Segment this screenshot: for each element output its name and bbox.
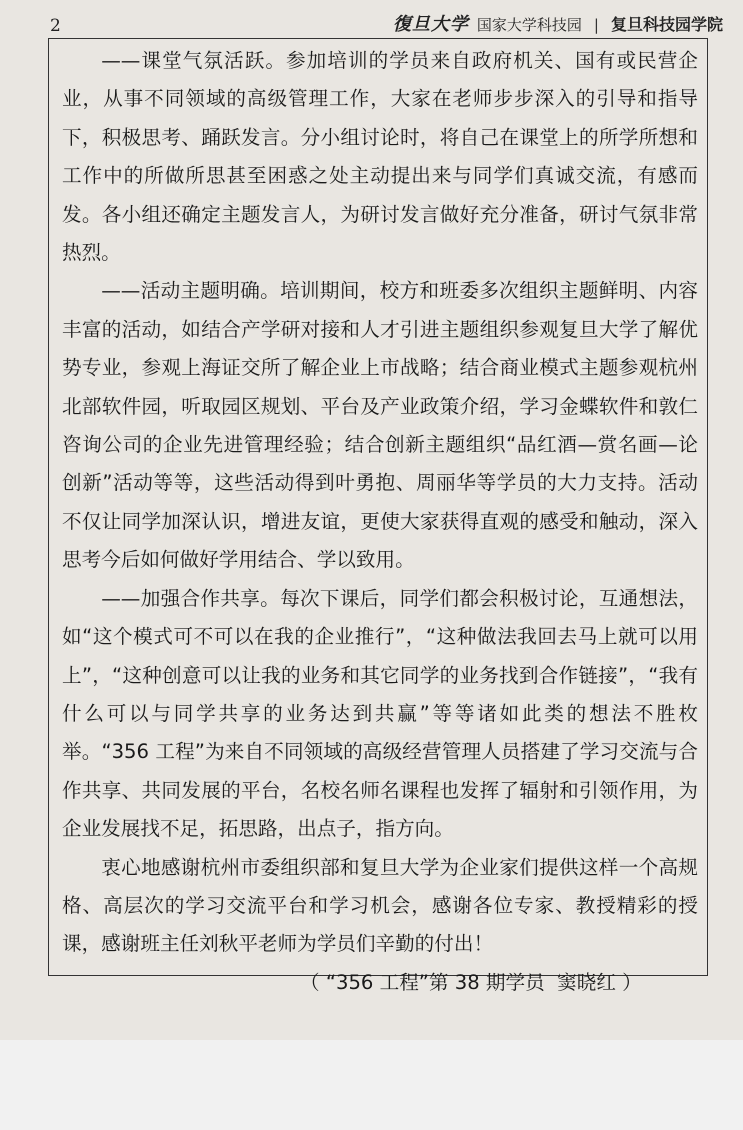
header-college: 复旦科技园学院	[610, 15, 723, 34]
header-separator: |	[593, 16, 599, 34]
paragraph-classroom: ——课堂气氛活跃。参加培训的学员来自政府机关、国有或民营企业，从事不同领域的高级管理工作，大家在老师步步深入的引导和指导下，积极思考、踊跃发言。分小组讨论时，将自己在课堂上的所学所想和工作中的所做所思甚至困惑之处主动提出来与同学们真诚交流，有感而发。各小组还确定主题发言人，为研讨发言做好充分准备，研讨气氛非常热烈。	[62, 49, 698, 265]
header-science-park: 国家大学科技园	[476, 16, 582, 34]
author-signature: （ “356 工程”第 38 期学员 窦晓红 ）	[300, 970, 642, 994]
page-number: 2	[50, 16, 61, 36]
article-body	[62, 42, 698, 1002]
running-header	[393, 10, 723, 36]
paragraph-activities: ——活动主题明确。培训期间，校方和班委多次组织主题鲜明、内容丰富的活动，如结合产学研对接和人才引进主题组织参观复旦大学了解优势专业，参观上海证交所了解企业上市战略；结合商业模式主题参观杭州北部软件园，听取园区规划、平台及产业政策介绍，学习金蝶软件和敦仁咨询公司的企业先进管理经验；结合创新主题组织“品红酒—赏名画—论创新”活动等等，这些活动得到叶勇抱、周丽华等学员的大力支持。活动不仅让同学加深认识，增进友谊，更使大家获得直观的感受和触动，深入思考今后如何做好学用结合、学以致用。	[62, 279, 698, 572]
paragraph-cooperation: ——加强合作共享。每次下课后，同学们都会积极讨论，互通想法，如“这个模式可不可以在我的企业推行”，“这种做法我回去马上就可以用上”，“这种创意可以让我的业务和其它同学的业务找到合作链接”，“我有什么可以与同学共享的业务达到共赢”等等诸如此类的想法不胜枚举。“356 工程”为来自不同领域的高级经营管理人员搭建了学习交流与合作共享、共同发展的平台，名校名师名课程也发挥了辐射和引领作用，为企业发展找不足，拓思路，出点子，指方向。	[62, 586, 698, 841]
fudan-logo-text: 復旦大学	[392, 14, 469, 35]
paragraph-thanks: 衷心地感谢杭州市委组织部和复旦大学为企业家们提供这样一个高规格、高层次的学习交流平台和学习机会，感谢各位专家、教授精彩的授课，感谢班主任刘秋平老师为学员们辛勤的付出！	[62, 855, 698, 956]
